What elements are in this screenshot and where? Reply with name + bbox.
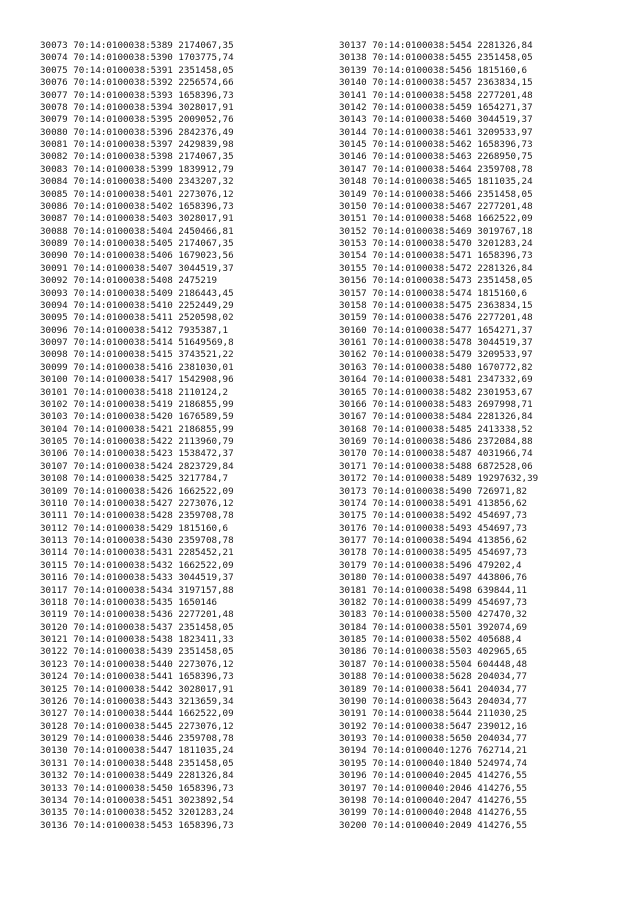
record-row: 30193 70:14:0100038:5650 204034,77 <box>339 733 528 744</box>
record-row: 30198 70:14:0100040:2047 414276,55 <box>339 794 528 806</box>
record-row: 30167 70:14:0100038:5484 2281326,84 <box>339 411 533 423</box>
record-row: 30196 70:14:0100040:2045 414276,55 <box>339 770 528 782</box>
record-row: 30200 70:14:0100040:2049 414276,55 <box>339 819 528 831</box>
record-row: 30080 70:14:0100038:5396 2842376,49 <box>40 126 234 138</box>
record-row: 30123 70:14:0100038:5440 2273076,12 <box>40 658 234 670</box>
record-row: 30082 70:14:0100038:5398 2174067,35 <box>40 151 234 163</box>
record-row: 30132 70:14:0100038:5449 2281326,84 <box>40 770 234 782</box>
record-row: 30131 70:14:0100038:5448 2351458,05 <box>40 757 234 769</box>
record-row: 30094 70:14:0100038:5410 2252449,29 <box>40 299 234 311</box>
record-row: 30116 70:14:0100038:5433 3044519,37 <box>40 572 234 584</box>
record-row: 30162 70:14:0100038:5479 3209533,97 <box>339 349 533 361</box>
record-row: 30119 70:14:0100038:5436 2277201,48 <box>40 609 234 621</box>
right-column <box>339 40 538 832</box>
record-row: 30101 70:14:0100038:5418 2110124,2 <box>40 386 229 398</box>
record-row: 30124 70:14:0100038:5441 1658396,73 <box>40 671 234 683</box>
record-row: 30115 70:14:0100038:5432 1662522,09 <box>40 559 234 571</box>
record-row: 30106 70:14:0100038:5423 1538472,37 <box>40 448 234 460</box>
record-row: 30156 70:14:0100038:5473 2351458,05 <box>339 275 533 287</box>
record-row: 30084 70:14:0100038:5400 2343207,32 <box>40 176 234 188</box>
record-row: 30180 70:14:0100038:5497 443806,76 <box>339 572 528 584</box>
record-row: 30189 70:14:0100038:5641 204034,77 <box>339 683 528 695</box>
record-row: 30143 70:14:0100038:5460 3044519,37 <box>339 114 533 126</box>
record-row: 30186 70:14:0100038:5503 402965,65 <box>339 646 528 658</box>
record-row: 30152 70:14:0100038:5469 3019767,18 <box>339 225 533 237</box>
record-row: 30158 70:14:0100038:5475 2363834,15 <box>339 299 533 311</box>
record-row: 30175 70:14:0100038:5492 454697,73 <box>339 510 528 522</box>
record-row: 30173 70:14:0100038:5490 726971,82 <box>339 485 528 497</box>
record-row: 30169 70:14:0100038:5486 2372084,88 <box>339 436 533 447</box>
record-row: 30081 70:14:0100038:5397 2429839,98 <box>40 139 234 150</box>
record-row: 30160 70:14:0100038:5477 1654271,37 <box>339 324 533 336</box>
record-row: 30078 70:14:0100038:5394 3028017,91 <box>40 101 234 113</box>
record-row: 30076 70:14:0100038:5392 2256574,66 <box>40 77 234 89</box>
record-row: 30099 70:14:0100038:5416 2381030,01 <box>40 361 234 373</box>
record-row: 30107 70:14:0100038:5424 2823729,84 <box>40 460 234 472</box>
record-row: 30088 70:14:0100038:5404 2450466,81 <box>40 225 234 237</box>
record-row: 30140 70:14:0100038:5457 2363834,15 <box>339 77 533 89</box>
record-row: 30139 70:14:0100038:5456 1815160,6 <box>339 64 528 76</box>
record-row: 30096 70:14:0100038:5412 7935387,1 <box>40 324 229 336</box>
record-row: 30182 70:14:0100038:5499 454697,73 <box>339 596 528 608</box>
record-row: 30077 70:14:0100038:5393 1658396,73 <box>40 89 234 101</box>
record-row: 30164 70:14:0100038:5481 2347332,69 <box>339 374 533 386</box>
record-row: 30110 70:14:0100038:5427 2273076,12 <box>40 497 234 509</box>
record-row: 30171 70:14:0100038:5488 6872528,06 <box>339 460 533 472</box>
record-row: 30074 70:14:0100038:5390 1703775,74 <box>40 52 234 64</box>
record-row: 30103 70:14:0100038:5420 1676589,59 <box>40 411 234 423</box>
record-row: 30191 70:14:0100038:5644 211030,25 <box>339 708 528 720</box>
record-row: 30184 70:14:0100038:5501 392074,69 <box>339 621 528 633</box>
record-row: 30112 70:14:0100038:5429 1815160,6 <box>40 522 229 534</box>
record-row: 30147 70:14:0100038:5464 2359708,78 <box>339 163 533 175</box>
record-row: 30102 70:14:0100038:5419 2186855,99 <box>40 398 234 410</box>
left-column <box>40 40 234 832</box>
record-row: 30091 70:14:0100038:5407 3044519,37 <box>40 262 234 274</box>
record-row: 30129 70:14:0100038:5446 2359708,78 <box>40 733 234 744</box>
record-row: 30086 70:14:0100038:5402 1658396,73 <box>40 200 234 212</box>
record-row: 30145 70:14:0100038:5462 1658396,73 <box>339 139 533 150</box>
record-row: 30150 70:14:0100038:5467 2277201,48 <box>339 200 533 212</box>
record-row: 30083 70:14:0100038:5399 1839912,79 <box>40 163 234 175</box>
record-row: 30100 70:14:0100038:5417 1542908,96 <box>40 374 234 386</box>
record-row: 30168 70:14:0100038:5485 2413338,52 <box>339 423 533 435</box>
record-row: 30187 70:14:0100038:5504 604448,48 <box>339 658 528 670</box>
record-row: 30121 70:14:0100038:5438 1823411,33 <box>40 634 234 645</box>
record-row: 30159 70:14:0100038:5476 2277201,48 <box>339 312 533 324</box>
record-row: 30073 70:14:0100038:5389 2174067,35 <box>40 40 234 51</box>
record-row: 30114 70:14:0100038:5431 2285452,21 <box>40 547 234 559</box>
record-row: 30199 70:14:0100040:2048 414276,55 <box>339 807 528 819</box>
record-row: 30127 70:14:0100038:5444 1662522,09 <box>40 708 234 720</box>
record-row: 30079 70:14:0100038:5395 2009052,76 <box>40 114 234 126</box>
record-row: 30157 70:14:0100038:5474 1815160,6 <box>339 287 528 299</box>
record-row: 30090 70:14:0100038:5406 1679023,56 <box>40 250 234 262</box>
record-row: 30098 70:14:0100038:5415 3743521,22 <box>40 349 234 361</box>
record-row: 30177 70:14:0100038:5494 413856,62 <box>339 535 528 546</box>
record-row: 30170 70:14:0100038:5487 4031966,74 <box>339 448 533 460</box>
record-row: 30161 70:14:0100038:5478 3044519,37 <box>339 337 533 348</box>
record-row: 30109 70:14:0100038:5426 1662522,09 <box>40 485 234 497</box>
record-row: 30104 70:14:0100038:5421 2186855,99 <box>40 423 234 435</box>
record-row: 30197 70:14:0100040:2046 414276,55 <box>339 782 528 794</box>
record-row: 30183 70:14:0100038:5500 427470,32 <box>339 609 528 621</box>
record-row: 30172 70:14:0100038:5489 19297632,39 <box>339 473 539 485</box>
record-row: 30122 70:14:0100038:5439 2351458,05 <box>40 646 234 658</box>
record-row: 30138 70:14:0100038:5455 2351458,05 <box>339 52 533 64</box>
record-row: 30188 70:14:0100038:5628 204034,77 <box>339 671 528 683</box>
record-row: 30130 70:14:0100038:5447 1811035,24 <box>40 745 234 757</box>
record-row: 30178 70:14:0100038:5495 454697,73 <box>339 547 528 559</box>
record-row: 30128 70:14:0100038:5445 2273076,12 <box>40 720 234 732</box>
record-row: 30174 70:14:0100038:5491 413856,62 <box>339 497 528 509</box>
record-row: 30135 70:14:0100038:5452 3201283,24 <box>40 807 234 819</box>
record-row: 30155 70:14:0100038:5472 2281326,84 <box>339 262 533 274</box>
record-row: 30195 70:14:0100040:1840 524974,74 <box>339 757 528 769</box>
record-row: 30120 70:14:0100038:5437 2351458,05 <box>40 621 234 633</box>
record-row: 30092 70:14:0100038:5408 2475219 <box>40 275 218 287</box>
record-row: 30165 70:14:0100038:5482 2301953,67 <box>339 386 533 398</box>
record-row: 30105 70:14:0100038:5422 2113960,79 <box>40 436 234 447</box>
record-row: 30093 70:14:0100038:5409 2186443,45 <box>40 287 234 299</box>
record-row: 30111 70:14:0100038:5428 2359708,78 <box>40 510 234 522</box>
record-row: 30108 70:14:0100038:5425 3217784,7 <box>40 473 229 485</box>
record-row: 30113 70:14:0100038:5430 2359708,78 <box>40 535 234 546</box>
record-row: 30163 70:14:0100038:5480 1670772,82 <box>339 361 533 373</box>
record-row: 30089 70:14:0100038:5405 2174067,35 <box>40 238 234 249</box>
record-row: 30149 70:14:0100038:5466 2351458,05 <box>339 188 533 200</box>
record-row: 30125 70:14:0100038:5442 3028017,91 <box>40 683 234 695</box>
record-row: 30176 70:14:0100038:5493 454697,73 <box>339 522 528 534</box>
record-row: 30190 70:14:0100038:5643 204034,77 <box>339 695 528 707</box>
record-row: 30166 70:14:0100038:5483 2697998,71 <box>339 398 533 410</box>
record-row: 30095 70:14:0100038:5411 2520598,02 <box>40 312 234 324</box>
record-row: 30142 70:14:0100038:5459 1654271,37 <box>339 101 533 113</box>
record-row: 30151 70:14:0100038:5468 1662522,09 <box>339 213 533 225</box>
record-row: 30146 70:14:0100038:5463 2268950,75 <box>339 151 533 163</box>
record-row: 30141 70:14:0100038:5458 2277201,48 <box>339 89 533 101</box>
record-row: 30085 70:14:0100038:5401 2273076,12 <box>40 188 234 200</box>
record-row: 30185 70:14:0100038:5502 405688,4 <box>339 634 522 645</box>
record-row: 30126 70:14:0100038:5443 3213659,34 <box>40 695 234 707</box>
record-row: 30181 70:14:0100038:5498 639844,11 <box>339 584 528 596</box>
record-row: 30194 70:14:0100040:1276 762714,21 <box>339 745 528 757</box>
record-row: 30144 70:14:0100038:5461 3209533,97 <box>339 126 533 138</box>
record-row: 30133 70:14:0100038:5450 1658396,73 <box>40 782 234 794</box>
record-row: 30154 70:14:0100038:5471 1658396,73 <box>339 250 533 262</box>
record-row: 30087 70:14:0100038:5403 3028017,91 <box>40 213 234 225</box>
record-row: 30118 70:14:0100038:5435 1650146 <box>40 596 218 608</box>
record-row: 30153 70:14:0100038:5470 3201283,24 <box>339 238 533 249</box>
record-row: 30192 70:14:0100038:5647 239012,16 <box>339 720 528 732</box>
record-row: 30134 70:14:0100038:5451 3023892,54 <box>40 794 234 806</box>
record-row: 30179 70:14:0100038:5496 479202,4 <box>339 559 522 571</box>
record-row: 30136 70:14:0100038:5453 1658396,73 <box>40 819 234 831</box>
record-row: 30117 70:14:0100038:5434 3197157,88 <box>40 584 234 596</box>
record-row: 30075 70:14:0100038:5391 2351458,05 <box>40 64 234 76</box>
record-row: 30148 70:14:0100038:5465 1811035,24 <box>339 176 533 188</box>
record-row: 30137 70:14:0100038:5454 2281326,84 <box>339 40 533 51</box>
record-row: 30097 70:14:0100038:5414 51649569,8 <box>40 337 234 348</box>
